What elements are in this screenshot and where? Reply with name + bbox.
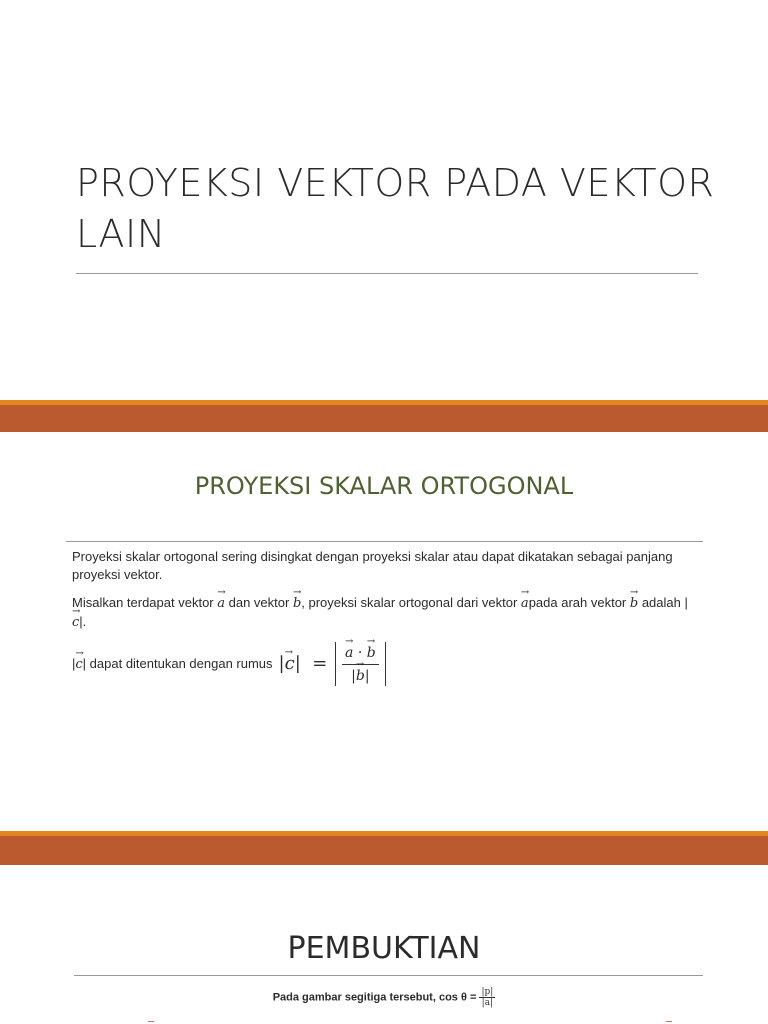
formula-line: |→ c| dapat ditentukan dengan rumus | → c | = → $\frac{a \cdot \to b}{|\to b|}$ xyxy=(72,642,692,686)
slide-heading: PEMBUKTIAN xyxy=(287,931,481,966)
slide-separator xyxy=(0,400,768,432)
vector-a: → a xyxy=(521,595,529,613)
divider xyxy=(74,975,703,976)
slide-body xyxy=(72,548,692,686)
slide-title-heading: PROYEKSI VEKTOR PADA VEKTOR LAIN xyxy=(76,161,715,256)
slide-separator xyxy=(0,831,768,865)
slide-body: Pada gambar segitiga tersebut, cos θ = $\frac{|p|}{|a|}$ xyxy=(272,987,494,1008)
slide-pembuktian xyxy=(0,865,768,1024)
vector-b: → b xyxy=(293,595,301,613)
paragraph: Misalkan terdapat vektor → a dan vektor → b, proyeksi skalar ortogonal dari vektor → apada arah vektor → b adalah |→ c|. xyxy=(72,594,692,632)
formula-label: dapat ditentukan dengan rumus xyxy=(89,656,273,671)
vector-a: → a xyxy=(217,595,225,613)
vector-b: → b xyxy=(630,595,638,613)
slide-title xyxy=(0,0,768,400)
slide-proyeksi-skalar xyxy=(0,432,768,831)
paragraph: Proyeksi skalar ortogonal sering disingkat dengan proyeksi skalar atau dapat dikatakan sebagai panjang proyeksi vektor. xyxy=(72,549,673,582)
formula: | → c | = → $\frac{a \cdot \to b}{|\to b|}$ xyxy=(279,642,388,686)
vector-c: → c xyxy=(72,614,79,632)
divider xyxy=(76,273,698,274)
slide-heading: PROYEKSI SKALAR ORTOGONAL xyxy=(194,472,574,500)
divider xyxy=(66,541,703,542)
